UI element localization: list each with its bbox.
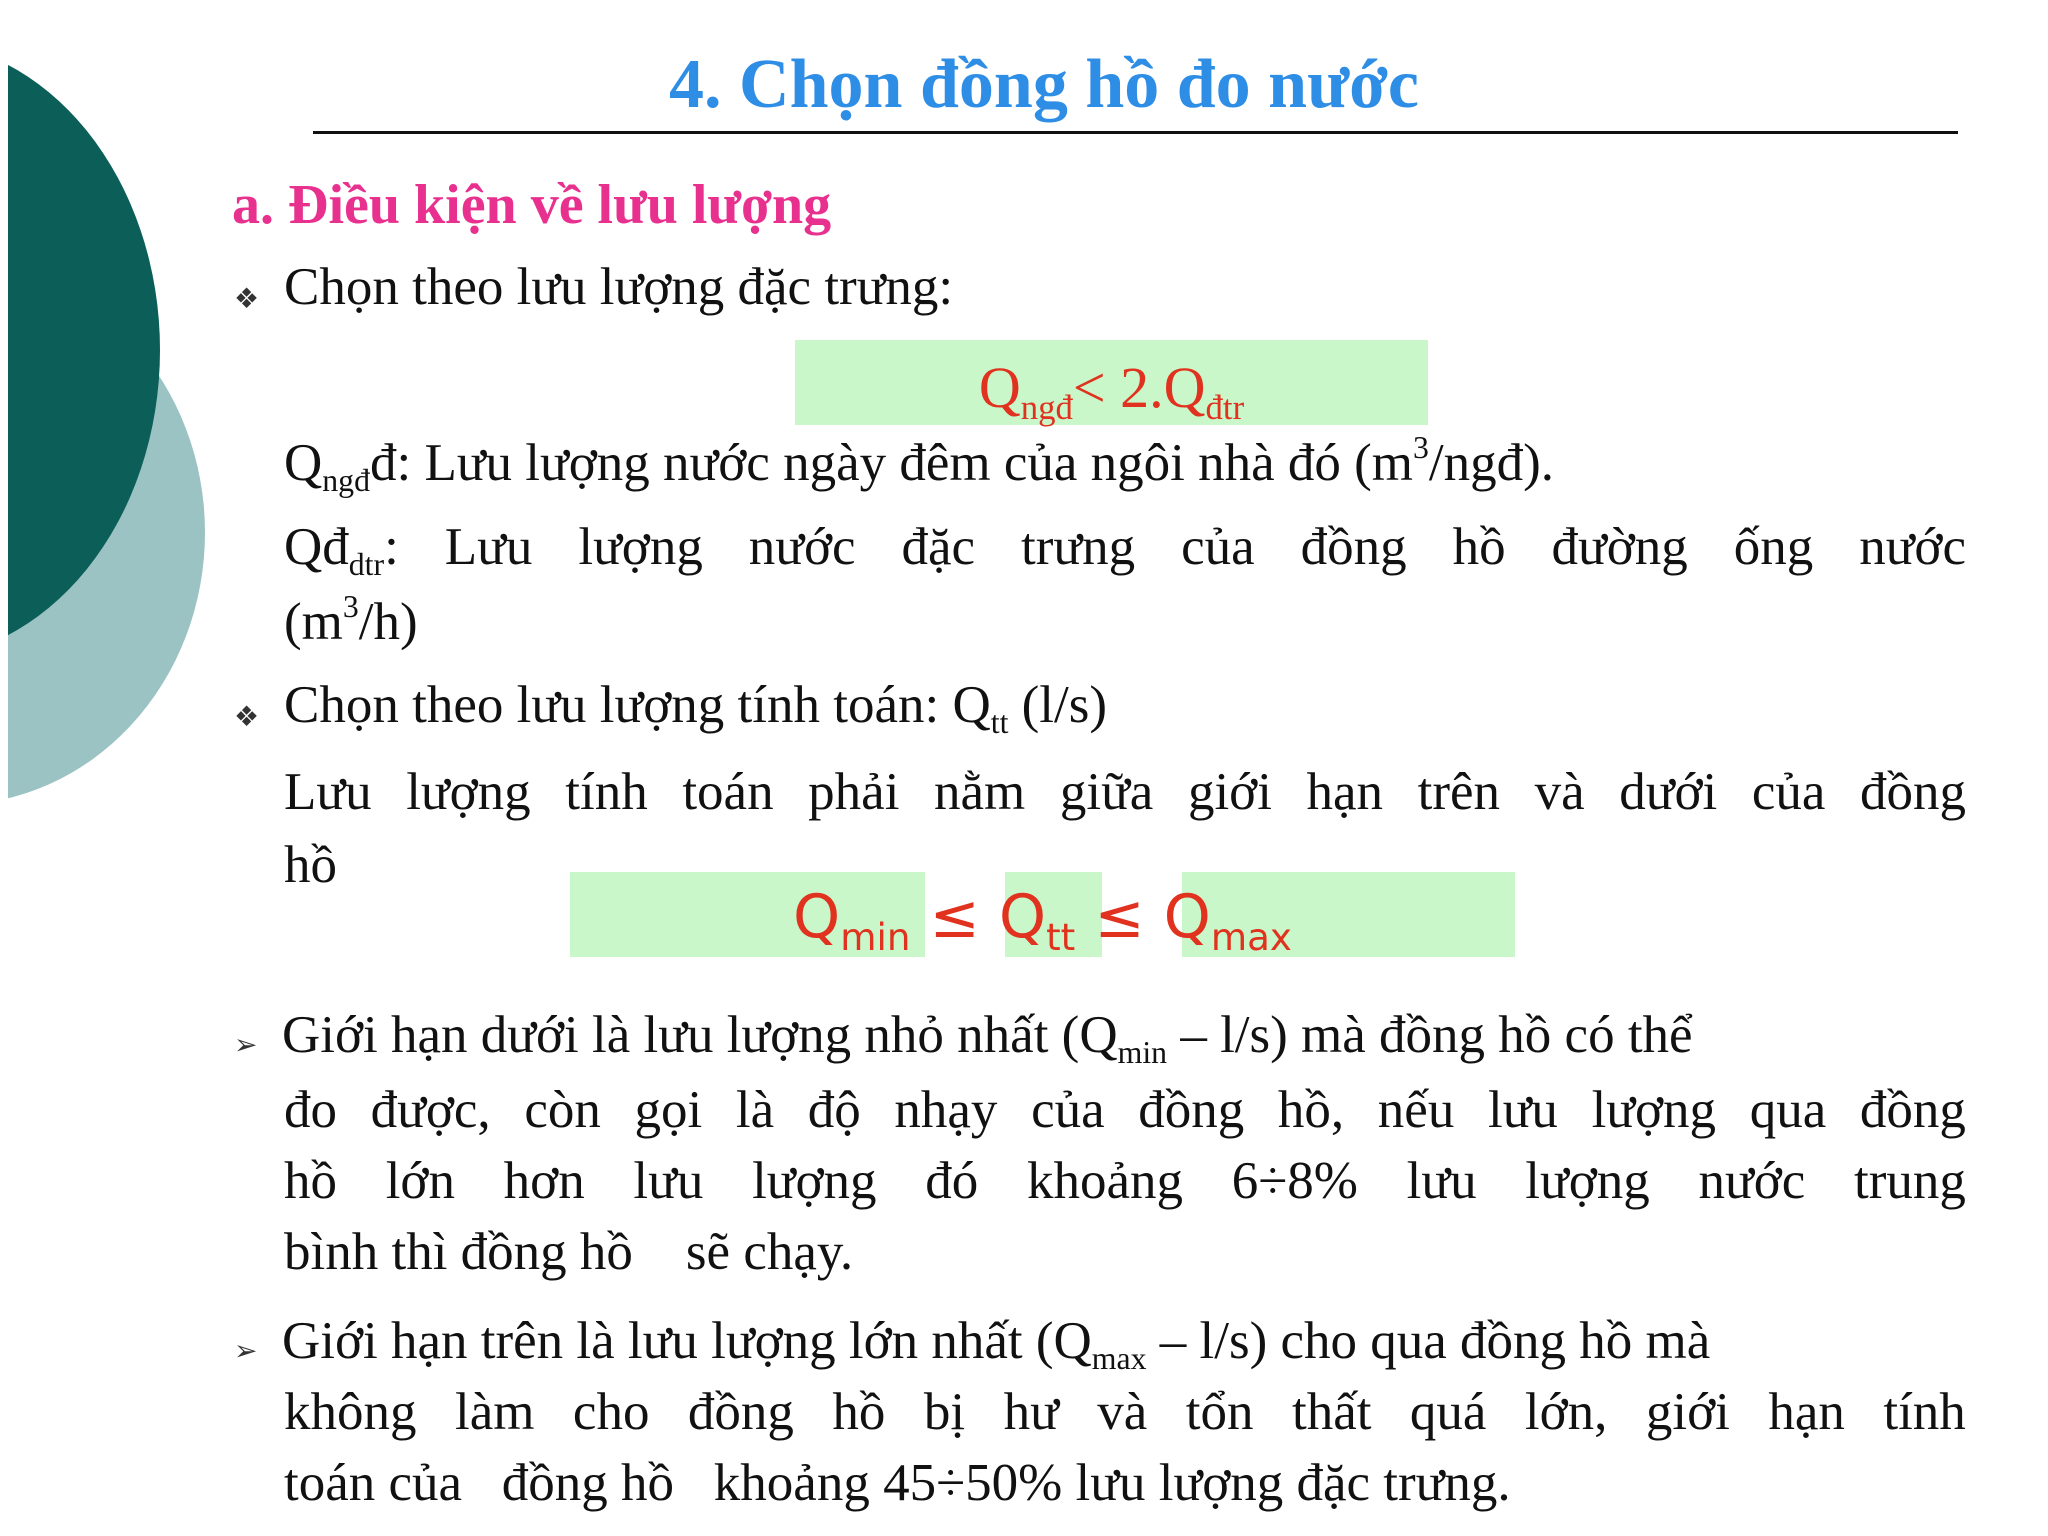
formula-qngd-lt-2qdtr: $Q_{ngđ}< 2.Q_{đtr}$: [978, 355, 1245, 428]
word: cho: [572, 1383, 650, 1441]
word: tính: [565, 763, 648, 821]
item2-description: [284, 757, 1966, 827]
word: lưu: [1406, 1152, 1477, 1210]
word: đồng: [1859, 1081, 1966, 1139]
diamond-bullet-icon: ❖: [234, 702, 260, 733]
word: phải: [808, 763, 900, 821]
diamond-bullet-icon: ❖: [234, 284, 260, 315]
word: lượng: [1525, 1152, 1650, 1210]
word: tính: [1883, 1383, 1966, 1441]
word: trưng: [1021, 518, 1136, 576]
word: khoảng: [1026, 1152, 1183, 1210]
word: nước: [1698, 1152, 1806, 1210]
word: lớn,: [1524, 1383, 1608, 1441]
word: trên: [1417, 763, 1501, 821]
item3-line2: [284, 1075, 1966, 1145]
word: giới: [1187, 763, 1272, 821]
arrow-bullet-icon: ➢: [234, 1336, 258, 1367]
slide-title: 4. Chọn đồng hồ đo nước: [669, 46, 1419, 123]
word: qua: [1749, 1081, 1827, 1139]
item2-text: Chọn theo lưu lượng tính toán: $Q_{tt}$ (l/s): [284, 676, 1108, 741]
word: lượng: [578, 518, 703, 576]
word: nếu: [1377, 1081, 1455, 1139]
item4-line1: Giới hạn trên là lưu lượng lớn nhất $(Q_{max} - l/s)$ cho qua đồng hồ mà: [282, 1312, 1711, 1377]
word: hồ: [832, 1383, 886, 1441]
word: lượng: [752, 1152, 877, 1210]
word: đặc: [901, 518, 976, 576]
word: giữa: [1059, 763, 1154, 821]
word: Lưu: [284, 763, 372, 821]
word: không: [284, 1383, 417, 1441]
word: ống: [1733, 518, 1814, 576]
word: 6÷8%: [1231, 1152, 1358, 1210]
word: độ: [807, 1081, 861, 1139]
word: lượng: [406, 763, 531, 821]
word: làm: [454, 1383, 535, 1441]
formula-qmin-le-qtt-le-qmax: $Q_{min} \le Q_{tt} \le Q_{max}$: [793, 882, 1292, 960]
word: toán: [682, 763, 774, 821]
word: dưới: [1619, 763, 1718, 821]
word: đường: [1551, 518, 1688, 576]
definition-qdtr-continued: $(m^3/h)$: [284, 588, 418, 651]
item1-text: Chọn theo lưu lượng đặc trưng:: [284, 258, 954, 316]
word: hạn: [1306, 763, 1384, 821]
definition-qngd: $Q_{ngđ}đ$: Lưu lượng nước ngày đêm của ngôi nhà đó $(m^3/ngđ)$.: [284, 429, 1555, 499]
item3-line4: bình thì đồng hồ sẽ chạy.: [284, 1223, 854, 1281]
word: thất: [1291, 1383, 1372, 1441]
definition-qdtr: [284, 512, 1966, 582]
arrow-bullet-icon: ➢: [234, 1030, 258, 1061]
item3-line3: [284, 1146, 1966, 1216]
word: Lưu: [444, 518, 533, 576]
slide-left-edge: [0, 0, 8, 1536]
word: đồng: [687, 1383, 794, 1441]
word: nước: [748, 518, 856, 576]
title-divider: [313, 131, 1958, 134]
word: quá: [1409, 1383, 1487, 1441]
word: lưu: [633, 1152, 704, 1210]
word: của: [1181, 518, 1255, 576]
word: đồng: [1300, 518, 1407, 576]
word: được,: [370, 1081, 491, 1139]
word: tổn: [1185, 1383, 1254, 1441]
word: đồng: [1860, 763, 1966, 821]
word: $Qđ_{dtr}$:: [284, 518, 399, 583]
word: của: [1751, 763, 1826, 821]
item4-line2: [284, 1377, 1966, 1447]
section-heading: a. Điều kiện về lưu lượng: [232, 174, 832, 236]
word: nhạy: [894, 1081, 998, 1139]
word: và: [1534, 763, 1585, 821]
word: hạn: [1768, 1383, 1845, 1441]
item3-line1: Giới hạn dưới là lưu lượng nhỏ nhất $(Q_{min} - l/s)$ mà đồng hồ có thể: [282, 1006, 1693, 1071]
word: đồng: [1138, 1081, 1245, 1139]
word: lưu: [1487, 1081, 1558, 1139]
word: nước: [1859, 518, 1966, 576]
word: là: [735, 1081, 775, 1139]
word: đó: [925, 1152, 979, 1210]
word: còn: [524, 1081, 601, 1139]
word: bị: [923, 1383, 966, 1441]
word: gọi: [634, 1081, 703, 1139]
word: hơn: [503, 1152, 585, 1210]
word: trung: [1853, 1152, 1966, 1210]
word: và: [1097, 1383, 1148, 1441]
word: hư: [1003, 1383, 1059, 1441]
word: của: [1031, 1081, 1105, 1139]
word: hồ,: [1277, 1081, 1345, 1139]
word: giới: [1645, 1383, 1730, 1441]
word: đo: [284, 1081, 337, 1139]
word: hồ: [1452, 518, 1506, 576]
item2-description-continued: hồ: [284, 836, 337, 894]
word: lượng: [1591, 1081, 1717, 1139]
word: lớn: [385, 1152, 455, 1210]
word: hồ: [284, 1152, 337, 1210]
item4-line3: toán của đồng hồ khoảng 45÷50% lưu lượng đặc trưng.: [284, 1454, 1511, 1512]
word: nằm: [934, 763, 1026, 821]
